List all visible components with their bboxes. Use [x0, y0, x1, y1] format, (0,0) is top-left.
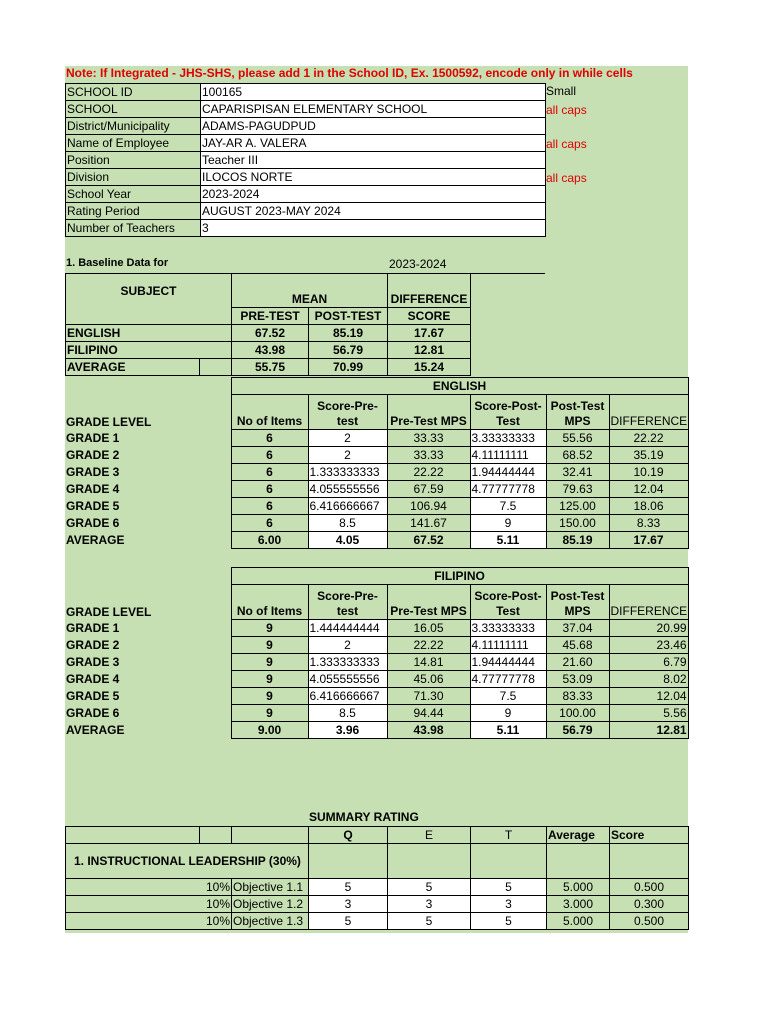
filipino-cell: GRADE 2 — [65, 637, 231, 654]
filipino-cell: 12.81 — [609, 722, 688, 739]
filipino-cell: GRADE 6 — [65, 705, 231, 722]
average-header: Average — [547, 827, 610, 844]
filipino-cell: 21.60 — [546, 654, 609, 671]
objective-weight: 10% — [66, 913, 232, 930]
english-table — [65, 377, 689, 549]
filipino-cell: 45.68 — [546, 637, 609, 654]
english-cell: 33.33 — [387, 447, 470, 464]
filipino-col-header: Score-Post-Test — [470, 585, 546, 620]
english-cell: GRADE 3 — [65, 464, 231, 481]
objective-t-cell[interactable]: 5 — [471, 879, 547, 896]
english-cell: 35.19 — [609, 447, 688, 464]
english-cell: GRADE 5 — [65, 498, 231, 515]
filipino-cell: 37.04 — [546, 620, 609, 637]
filipino-cell: 9 — [231, 705, 308, 722]
info-remark: Small — [546, 84, 577, 98]
pretest-header: PRE-TEST — [232, 308, 309, 325]
english-cell: GRADE 1 — [65, 430, 231, 447]
filipino-cell: 4.055555556 — [308, 671, 387, 688]
english-cell: 125.00 — [546, 498, 609, 515]
filipino-col-header: No of Items — [231, 585, 308, 620]
filipino-cell: 83.33 — [546, 688, 609, 705]
baseline-posttest: 85.19 — [309, 325, 388, 342]
english-cell: 3.33333333 — [470, 430, 546, 447]
english-cell: 9 — [470, 515, 546, 532]
baseline-subject: AVERAGE — [66, 359, 200, 376]
english-cell: 85.19 — [546, 532, 609, 549]
baseline-pretest: 55.75 — [232, 359, 309, 376]
info-label: District/Municipality — [66, 118, 201, 135]
english-col-header: Post-Test MPS — [546, 395, 609, 430]
filipino-cell: 9 — [231, 620, 308, 637]
objective-e-cell[interactable]: 5 — [388, 913, 471, 930]
info-label: Position — [66, 152, 201, 169]
filipino-cell: 12.04 — [609, 688, 688, 705]
filipino-cell: GRADE 1 — [65, 620, 231, 637]
baseline-posttest: 56.79 — [309, 342, 388, 359]
english-cell: 4.11111111 — [470, 447, 546, 464]
objective-name: Objective 1.1 — [232, 879, 309, 896]
english-col-header: Pre-Test MPS — [387, 395, 470, 430]
objective-score: 0.500 — [610, 879, 689, 896]
info-row — [66, 203, 546, 220]
filipino-cell: 9 — [231, 654, 308, 671]
filipino-cell: 1.94444444 — [470, 654, 546, 671]
info-label: Number of Teachers — [66, 220, 201, 237]
note-text: Note: If Integrated - JHS-SHS, please add 1 in the School ID, Ex. 1500592, encode only in while cells — [66, 66, 633, 80]
english-cell: 4.055555556 — [308, 481, 387, 498]
english-cell: 1.333333333 — [308, 464, 387, 481]
english-col-header: Score-Pre-test — [308, 395, 387, 430]
info-label: School Year — [66, 186, 201, 203]
filipino-cell: 4.11111111 — [470, 637, 546, 654]
filipino-grade-row — [65, 722, 688, 739]
filipino-grade-row — [65, 654, 688, 671]
objective-row — [66, 913, 689, 930]
info-remark: all caps — [546, 137, 587, 151]
objective-score: 0.500 — [610, 913, 689, 930]
filipino-col-header: Post-Test MPS — [546, 585, 609, 620]
english-cell: 4.05 — [308, 532, 387, 549]
baseline-label: 1. Baseline Data for — [66, 257, 169, 269]
info-label: Name of Employee — [66, 135, 201, 152]
filipino-cell: 9 — [231, 637, 308, 654]
info-remark: all caps — [546, 103, 587, 117]
english-cell: 1.94444444 — [470, 464, 546, 481]
filipino-cell: 9.00 — [231, 722, 308, 739]
english-cell: 67.59 — [387, 481, 470, 498]
baseline-subject: ENGLISH — [66, 325, 232, 342]
english-cell: 2 — [308, 447, 387, 464]
english-grade-row — [65, 447, 688, 464]
info-row — [66, 84, 546, 101]
english-cell: GRADE 4 — [65, 481, 231, 498]
baseline-row — [66, 325, 471, 342]
filipino-grade-row — [65, 705, 688, 722]
objective-weight: 10% — [66, 879, 232, 896]
filipino-grade-row — [65, 620, 688, 637]
info-value-cell[interactable]: ILOCOS NORTE — [201, 169, 546, 186]
filipino-col-header: GRADE LEVEL — [66, 604, 152, 619]
baseline-row — [66, 359, 471, 376]
english-cell: 6 — [231, 515, 308, 532]
info-row — [66, 169, 546, 186]
english-grade-row — [65, 430, 688, 447]
e-header: E — [388, 827, 471, 844]
baseline-difference: 12.81 — [388, 342, 471, 359]
english-cell: 6.416666667 — [308, 498, 387, 515]
info-label: SCHOOL ID — [66, 84, 201, 101]
filipino-cell: GRADE 4 — [65, 671, 231, 688]
score-header: SCORE — [388, 308, 471, 325]
objective-q-cell[interactable]: 3 — [309, 896, 388, 913]
filipino-cell: 9 — [231, 671, 308, 688]
info-remark: all caps — [546, 171, 587, 185]
info-row — [66, 220, 546, 237]
baseline-subject: FILIPINO — [66, 342, 232, 359]
english-cell: 55.56 — [546, 430, 609, 447]
english-col-header: GRADE LEVEL — [66, 414, 152, 429]
info-row — [66, 135, 546, 152]
filipino-cell: 3.33333333 — [470, 620, 546, 637]
filipino-col-header: Pre-Test MPS — [387, 585, 470, 620]
info-value-cell[interactable]: Teacher III — [201, 152, 546, 169]
filipino-col-header: DIFFERENCE — [609, 585, 688, 620]
t-header: T — [471, 827, 547, 844]
english-cell: 17.67 — [609, 532, 688, 549]
filipino-cell: 5.11 — [470, 722, 546, 739]
filipino-cell: 5.56 — [609, 705, 688, 722]
filipino-cell: 1.333333333 — [308, 654, 387, 671]
filipino-cell: AVERAGE — [65, 722, 231, 739]
english-cell: 8.33 — [609, 515, 688, 532]
english-cell: AVERAGE — [65, 532, 231, 549]
filipino-col-header: Score-Pre-test — [308, 585, 387, 620]
score-header-summary: Score — [610, 827, 689, 844]
info-value-cell[interactable]: JAY-AR A. VALERA — [201, 135, 546, 152]
info-label: Division — [66, 169, 201, 186]
english-cell: 79.63 — [546, 481, 609, 498]
filipino-cell: 6.79 — [609, 654, 688, 671]
info-label: SCHOOL — [66, 101, 201, 118]
info-row — [66, 101, 546, 118]
english-cell: 6 — [231, 481, 308, 498]
english-grade-row — [65, 498, 688, 515]
objective-q-cell[interactable]: 5 — [309, 913, 388, 930]
filipino-grade-row — [65, 688, 688, 705]
filipino-title: FILIPINO — [231, 568, 688, 585]
info-value-cell[interactable]: 100165 — [201, 84, 546, 101]
info-label: Rating Period — [66, 203, 201, 220]
objective-t-cell[interactable]: 5 — [471, 913, 547, 930]
english-grade-row — [65, 464, 688, 481]
english-cell: 32.41 — [546, 464, 609, 481]
filipino-cell: 56.79 — [546, 722, 609, 739]
filipino-cell: 23.46 — [609, 637, 688, 654]
english-cell: 4.77777778 — [470, 481, 546, 498]
english-cell: 6 — [231, 464, 308, 481]
info-value-cell[interactable]: 2023-2024 — [201, 186, 546, 203]
english-cell: 18.06 — [609, 498, 688, 515]
filipino-cell: 94.44 — [387, 705, 470, 722]
objective-e-cell[interactable]: 3 — [388, 896, 471, 913]
summary-title: SUMMARY RATING — [309, 810, 419, 824]
baseline-table — [65, 273, 471, 376]
english-grade-row — [65, 481, 688, 498]
subject-header-spacer — [66, 308, 232, 325]
filipino-grade-row — [65, 671, 688, 688]
english-cell: 5.11 — [470, 532, 546, 549]
filipino-cell: 20.99 — [609, 620, 688, 637]
english-cell: 141.67 — [387, 515, 470, 532]
objective-q-cell[interactable]: 5 — [309, 879, 388, 896]
filipino-cell: 9 — [231, 688, 308, 705]
objective-name: Objective 1.2 — [232, 896, 309, 913]
info-value-cell[interactable]: AUGUST 2023-MAY 2024 — [201, 203, 546, 220]
filipino-cell: 4.77777778 — [470, 671, 546, 688]
english-cell: 6 — [231, 447, 308, 464]
filipino-cell: 3.96 — [308, 722, 387, 739]
objective-average: 3.000 — [547, 896, 610, 913]
english-cell: 6 — [231, 498, 308, 515]
english-cell: 6.00 — [231, 532, 308, 549]
info-row — [66, 152, 546, 169]
english-col-header: DIFFERENCE — [609, 395, 688, 430]
baseline-difference: 17.67 — [388, 325, 471, 342]
english-cell: 67.52 — [387, 532, 470, 549]
english-cell: 68.52 — [546, 447, 609, 464]
english-cell: 7.5 — [470, 498, 546, 515]
filipino-cell: 22.22 — [387, 637, 470, 654]
info-row — [66, 186, 546, 203]
subject-header: SUBJECT — [66, 274, 232, 308]
english-cell: 33.33 — [387, 430, 470, 447]
english-cell: 106.94 — [387, 498, 470, 515]
baseline-year: 2023-2024 — [389, 257, 447, 271]
english-cell: GRADE 6 — [65, 515, 231, 532]
filipino-cell: 53.09 — [546, 671, 609, 688]
english-grade-row — [65, 515, 688, 532]
baseline-difference: 15.24 — [388, 359, 471, 376]
info-value-cell[interactable]: ADAMS-PAGUDPUD — [201, 118, 546, 135]
english-cell: 22.22 — [387, 464, 470, 481]
english-cell: 22.22 — [609, 430, 688, 447]
filipino-cell: GRADE 5 — [65, 688, 231, 705]
baseline-posttest: 70.99 — [309, 359, 388, 376]
english-cell: 2 — [308, 430, 387, 447]
objective-name: Objective 1.3 — [232, 913, 309, 930]
english-cell: 8.5 — [308, 515, 387, 532]
english-col-header: No of Items — [231, 395, 308, 430]
filipino-cell: 7.5 — [470, 688, 546, 705]
english-cell: 150.00 — [546, 515, 609, 532]
q-header: Q — [309, 827, 388, 844]
objective-row — [66, 896, 689, 913]
english-grade-row — [65, 532, 688, 549]
filipino-cell: 43.98 — [387, 722, 470, 739]
info-value-cell[interactable]: CAPARISPISAN ELEMENTARY SCHOOL — [201, 101, 546, 118]
employee-info-table — [65, 83, 546, 237]
filipino-cell: 14.81 — [387, 654, 470, 671]
baseline-pretest: 67.52 — [232, 325, 309, 342]
english-cell: 6 — [231, 430, 308, 447]
english-col-header: Score-Post-Test — [470, 395, 546, 430]
filipino-cell: GRADE 3 — [65, 654, 231, 671]
objective-weight: 10% — [66, 896, 232, 913]
filipino-cell: 2 — [308, 637, 387, 654]
info-row — [66, 118, 546, 135]
english-cell: 12.04 — [609, 481, 688, 498]
english-cell: 10.19 — [609, 464, 688, 481]
filipino-cell: 100.00 — [546, 705, 609, 722]
objective-t-cell[interactable]: 3 — [471, 896, 547, 913]
filipino-cell: 16.05 — [387, 620, 470, 637]
filipino-grade-row — [65, 637, 688, 654]
mean-header: MEAN — [232, 274, 388, 308]
english-title: ENGLISH — [231, 378, 688, 395]
filipino-cell: 45.06 — [387, 671, 470, 688]
filipino-cell: 1.444444444 — [308, 620, 387, 637]
baseline-row — [66, 342, 471, 359]
objective-average: 5.000 — [547, 879, 610, 896]
filipino-table — [65, 567, 689, 739]
difference-header: DIFFERENCE — [388, 274, 471, 308]
filipino-cell: 71.30 — [387, 688, 470, 705]
objective-e-cell[interactable]: 5 — [388, 879, 471, 896]
info-value-cell[interactable]: 3 — [201, 220, 546, 237]
objective-score: 0.300 — [610, 896, 689, 913]
filipino-cell: 6.416666667 — [308, 688, 387, 705]
section-instructional-leadership: 1. INSTRUCTIONAL LEADERSHIP (30%) — [66, 844, 309, 879]
filipino-cell: 9 — [470, 705, 546, 722]
objective-average: 5.000 — [547, 913, 610, 930]
summary-table — [65, 826, 689, 930]
baseline-pretest: 43.98 — [232, 342, 309, 359]
objective-row — [66, 879, 689, 896]
posttest-header: POST-TEST — [309, 308, 388, 325]
filipino-cell: 8.5 — [308, 705, 387, 722]
filipino-cell: 8.02 — [609, 671, 688, 688]
english-cell: GRADE 2 — [65, 447, 231, 464]
